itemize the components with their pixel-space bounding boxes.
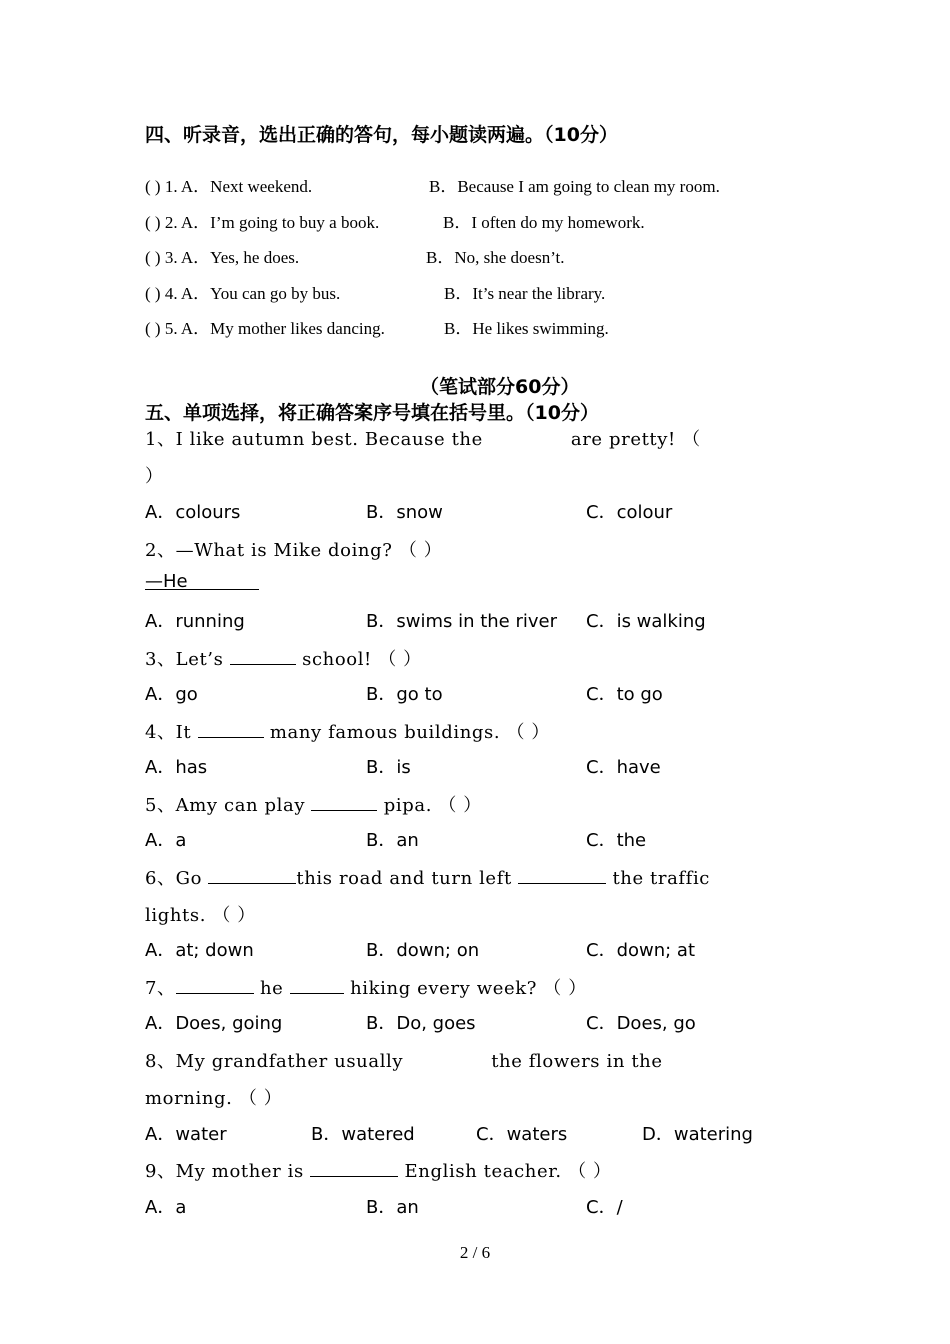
worksheet-page: 四、听录音，选出正确的答句，每小题读两遍。（10分） ( ) 1. A．Next weekend. B．Because I am going to clean my room. ( ) 2. A．I’m going to buy a book. B．I often do my homework. ( ) 3. A．Yes, he does. B．No, she doesn’t. ( ) 4. A．You can go by bus. B．It’s near the library. ( ) 5. A．My mother likes dancing. B．He likes swimming. （笔试部分60分） 五、单项选择，将正确答案序号填在括号里。（10分） 1、I like autumn best. Because the are pretty! （ ） A．colours B．snow C．colour 2、—What is Mike doing? （ ） —He A．running B．swims in the river C．is walking 3、Let’s school! （ ） A．go B．go to C．to go 4、It many famous buildings. （ ） A．has B．is C．have 5、Amy can play pipa. （ ） A．a B．an C．the 6、Go this road and turn left the traffic lights. （ ） A．at; down B．down; on C．down; at 7、 he hiking every week? （ ） A．Does, going B．Do, goes C．Does, go 8、My grandfather usually the flowers in the morning. （ ） A．water B．watered C．waters D．watering 9、My mother is English teacher. （ ） A．a B．an C．/ 2 / 6 <box>0 0 950 1344</box>
question-1-text-end: are pretty! （ <box>570 429 701 450</box>
listen-item-3-b: B．No, she doesn’t. <box>426 248 565 267</box>
q1-option-c: C．colour <box>586 502 673 523</box>
listen-item-2-a: ( ) 2. A．I’m going to buy a book. <box>145 213 380 232</box>
question-3: 3、Let’s school! （ ） <box>145 645 422 671</box>
q6-option-a: A．at; down <box>145 940 254 961</box>
q2-option-c: C．is walking <box>586 611 706 632</box>
section-5-title: 五、单项选择，将正确答案序号填在括号里。（10分） <box>145 402 599 424</box>
q7-option-c: C．Does, go <box>586 1013 696 1034</box>
question-6-line-1: 6、Go this road and turn left the traffic <box>145 864 710 890</box>
q3-option-b: B．go to <box>366 684 443 705</box>
q2-option-a: A．running <box>145 611 245 632</box>
listen-item-1-a: ( ) 1. A．Next weekend. <box>145 177 313 196</box>
question-5: 5、Amy can play pipa. （ ） <box>145 791 482 817</box>
q4-option-a: A．has <box>145 757 208 778</box>
q2-option-b: B．swims in the river <box>366 611 558 632</box>
page-number: 2 / 6 <box>459 1243 491 1262</box>
question-8-line-2: morning. （ ） <box>145 1088 283 1109</box>
q3-option-a: A．go <box>145 684 198 705</box>
q8-option-b: B．watered <box>311 1124 415 1145</box>
q8-option-a: A．water <box>145 1124 227 1145</box>
written-part-heading: （笔试部分60分） <box>420 376 580 398</box>
listen-item-4-b: B．It’s near the library. <box>444 284 606 303</box>
q1-option-a: A．colours <box>145 502 241 523</box>
q8-option-c: C．waters <box>476 1124 568 1145</box>
q1-option-b: B．snow <box>366 502 443 523</box>
q9-option-a: A．a <box>145 1197 187 1218</box>
q4-option-c: C．have <box>586 757 661 778</box>
listen-item-3-a: ( ) 3. A．Yes, he does. <box>145 248 300 267</box>
question-7: 7、 he hiking every week? （ ） <box>145 974 587 1000</box>
listen-item-1-b: B．Because I am going to clean my room. <box>429 177 720 196</box>
q9-option-b: B．an <box>366 1197 419 1218</box>
q6-option-b: B．down; on <box>366 940 480 961</box>
listen-item-5-b: B．He likes swimming. <box>444 319 609 338</box>
q3-option-c: C．to go <box>586 684 663 705</box>
q9-option-c: C．/ <box>586 1197 623 1218</box>
q5-option-c: C．the <box>586 830 647 851</box>
q5-option-a: A．a <box>145 830 187 851</box>
question-6-line-2: lights. （ ） <box>145 905 256 926</box>
listen-item-4-a: ( ) 4. A．You can go by bus. <box>145 284 341 303</box>
question-1-text: 1、I like autumn best. Because the <box>145 429 483 450</box>
section-4-title: 四、听录音，选出正确的答句，每小题读两遍。（10分） <box>145 124 618 146</box>
question-2-line-1: 2、—What is Mike doing? （ ） <box>145 540 443 561</box>
q7-option-a: A．Does, going <box>145 1013 283 1034</box>
question-1-line-2: ） <box>145 466 164 487</box>
question-9: 9、My mother is English teacher. （ ） <box>145 1157 612 1183</box>
listen-item-2-b: B．I often do my homework. <box>443 213 645 232</box>
q6-option-c: C．down; at <box>586 940 696 961</box>
q4-option-b: B．is <box>366 757 411 778</box>
q7-option-b: B．Do, goes <box>366 1013 476 1034</box>
question-8-line-1: 8、My grandfather usually the flowers in the <box>145 1051 663 1072</box>
q5-option-b: B．an <box>366 830 419 851</box>
q8-option-d: D．watering <box>642 1124 753 1145</box>
question-4: 4、It many famous buildings. （ ） <box>145 718 550 744</box>
listen-item-5-a: ( ) 5. A．My mother likes dancing. <box>145 319 385 338</box>
question-1-line-1 <box>145 425 701 451</box>
